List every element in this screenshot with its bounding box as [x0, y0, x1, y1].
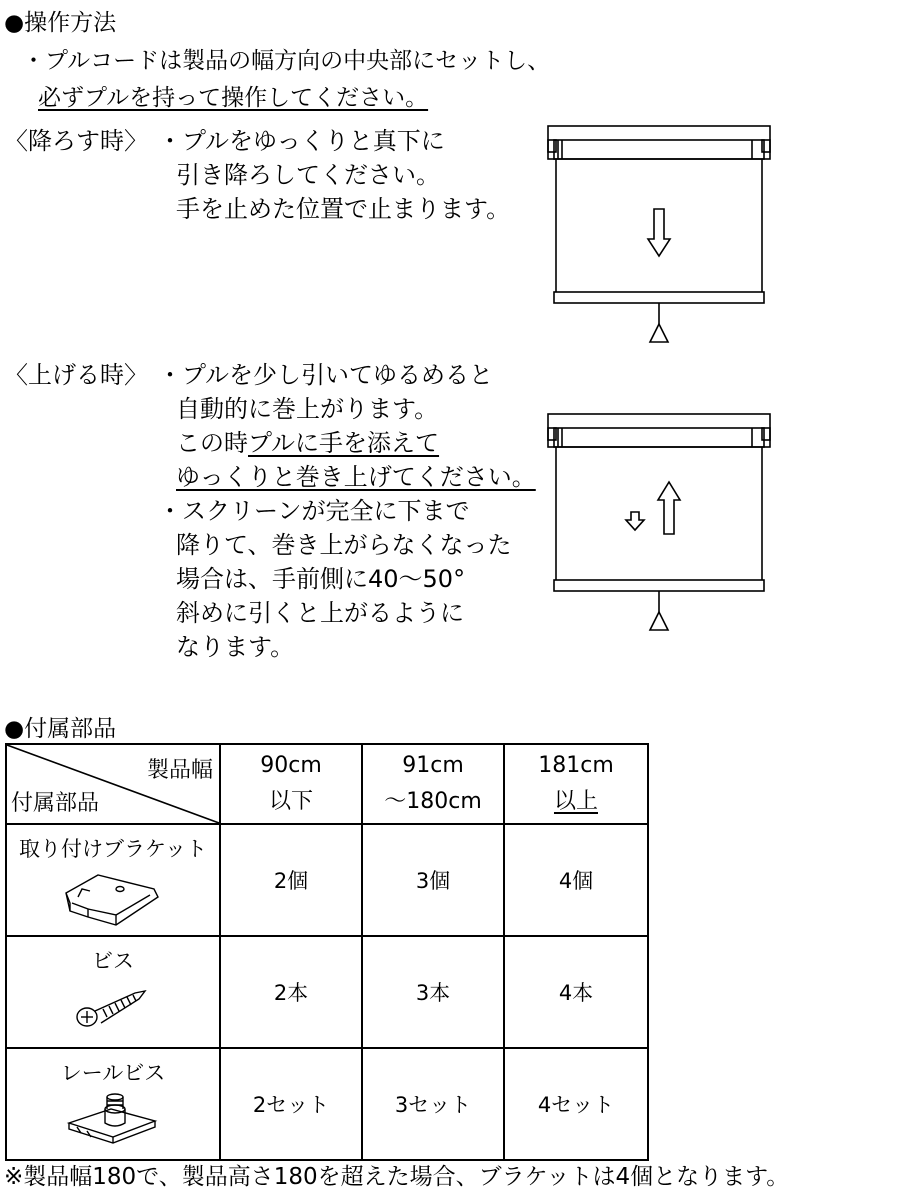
rail-screw-icon — [63, 1089, 163, 1153]
small-down-arrow-icon — [626, 512, 644, 530]
column-header-line2: 以上 — [553, 789, 598, 814]
quantity-cell: 3個 — [362, 824, 504, 936]
part-name: ビス — [92, 949, 134, 973]
column-header-line1: 181cm — [538, 753, 614, 778]
quantity-cell: 2本 — [220, 936, 362, 1048]
column-header-line2: ～180cm — [384, 789, 482, 814]
bottom-bar — [554, 292, 764, 303]
quantity-cell: 4セット — [504, 1048, 648, 1160]
raising-line1: ・プルを少し引いてゆるめると — [158, 361, 494, 389]
roller-head-box — [548, 414, 770, 447]
column-header — [220, 744, 362, 824]
raising-line3-prefix: この時 — [176, 429, 248, 457]
raising-line5: ・スクリーンが完全に下まで — [158, 497, 470, 525]
part-cell — [6, 936, 220, 1048]
raising-line7: 場合は、手前側に40～50° — [176, 565, 466, 593]
quantity-cell: 4本 — [504, 936, 648, 1048]
raising-line3 — [158, 426, 536, 460]
pull-cord-weight — [650, 324, 668, 342]
lowering-line3: 手を止めた位置で止まります。 — [176, 195, 511, 223]
roller-tube — [554, 140, 764, 159]
bracket-icon — [58, 867, 168, 929]
lowering-label: 〈降ろす時〉 — [4, 127, 148, 155]
table-corner-cell — [6, 744, 220, 824]
raising-line3-underlined: プルに手を添えて — [248, 429, 440, 457]
quantity-cell: 4個 — [504, 824, 648, 936]
lowering-text — [158, 124, 510, 226]
operation-intro-line1: ・プルコードは製品の幅方向の中央部にセットし、 — [22, 48, 551, 74]
raising-diagram — [546, 412, 776, 634]
raising-line4: ゆっくりと巻き上げてください。 — [176, 463, 536, 491]
operation-heading: ●操作方法 — [4, 10, 117, 36]
column-header — [362, 744, 504, 824]
roller-tube — [554, 428, 764, 447]
raising-line6: 降りて、巻き上がらなくなった — [176, 531, 512, 559]
part-cell — [6, 824, 220, 936]
raising-label: 〈上げる時〉 — [4, 361, 148, 389]
bottom-bar — [554, 580, 764, 591]
part-name: レールビス — [60, 1061, 166, 1085]
quantity-cell: 3本 — [362, 936, 504, 1048]
quantity-cell: 3セット — [362, 1048, 504, 1160]
pull-cord-weight — [650, 612, 668, 630]
up-arrow-icon — [658, 482, 680, 534]
part-name: 取り付けブラケット — [19, 837, 207, 861]
accessories-heading: ●付属部品 — [4, 716, 117, 742]
corner-top-label: 製品幅 — [146, 758, 213, 783]
quantity-cell: 2セット — [220, 1048, 362, 1160]
raising-text — [158, 358, 536, 664]
column-header-line1: 90cm — [260, 753, 322, 778]
table-row — [6, 936, 648, 1048]
table-header-row — [6, 744, 648, 824]
part-cell — [6, 1048, 220, 1160]
quantity-cell: 2個 — [220, 824, 362, 936]
lowering-diagram — [546, 124, 776, 346]
lowering-line2: 引き降ろしてください。 — [176, 161, 440, 189]
corner-bottom-label: 付属部品 — [11, 791, 100, 816]
screw-icon — [73, 983, 153, 1033]
accessories-table — [5, 743, 649, 1161]
table-row — [6, 1048, 648, 1160]
raising-line2: 自動的に巻上がります。 — [176, 395, 439, 423]
table-row — [6, 824, 648, 936]
roller-head-box — [548, 126, 770, 159]
down-arrow-icon — [648, 209, 670, 256]
lowering-line1: ・プルをゆっくりと真下に — [158, 127, 445, 155]
column-header-line2: 以下 — [268, 789, 313, 814]
raising-line9: なります。 — [176, 633, 295, 661]
column-header-line1: 91cm — [402, 753, 464, 778]
operation-intro-line2: 必ずプルを持って操作してください。 — [38, 85, 429, 111]
column-header — [504, 744, 648, 824]
accessories-note: ※製品幅180で、製品高さ180を超えた場合、ブラケットは4個となります。 — [4, 1164, 790, 1190]
raising-line8: 斜めに引くと上がるように — [176, 599, 464, 627]
